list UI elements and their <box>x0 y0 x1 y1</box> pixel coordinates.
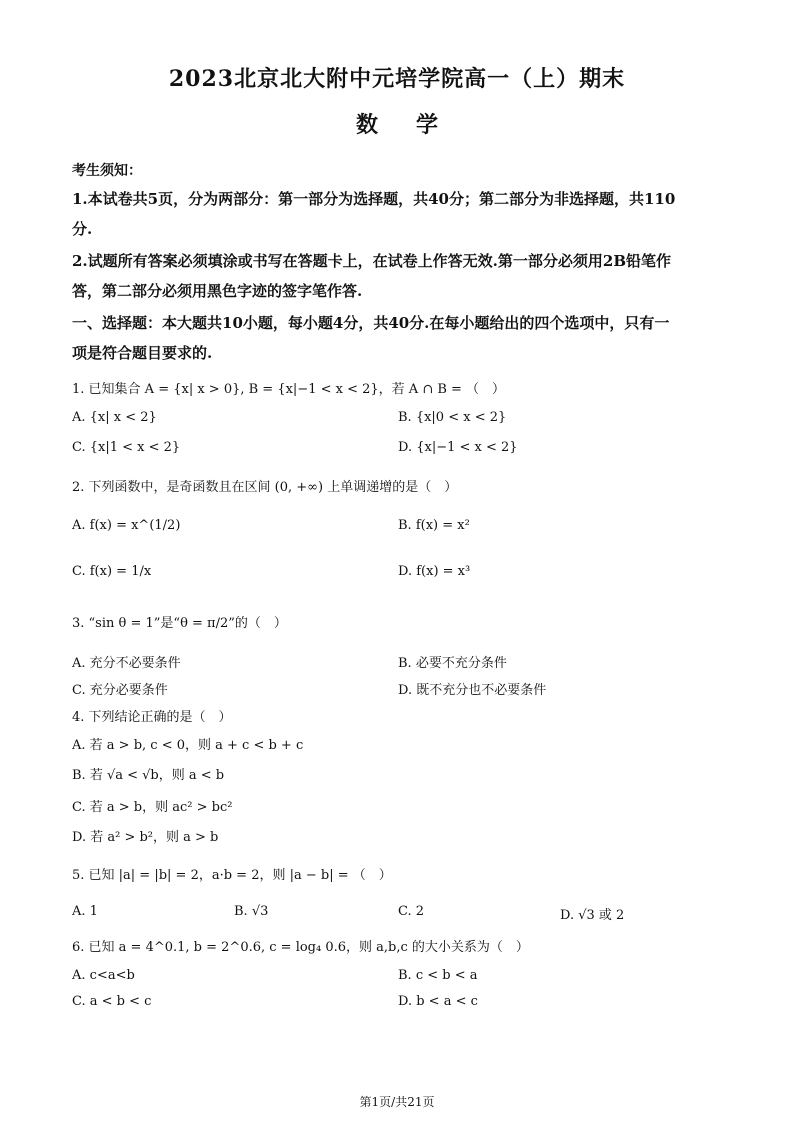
question-6-option-b: B. c < b < a <box>398 968 478 983</box>
question-1-option-d: D. {x|−1 < x < 2} <box>398 440 518 455</box>
question-2-stem: 2. 下列函数中，是奇函数且在区间 (0, +∞) 上单调递增的是（ ） <box>72 480 458 495</box>
question-2-option-b: B. f(x) = x² <box>398 518 470 533</box>
question-1-option-b: B. {x|0 < x < 2} <box>398 410 507 425</box>
question-6-stem: 6. 已知 a = 4^0.1, b = 2^0.6, c = log₄ 0.6，则 a,b,c 的大小关系为（ ） <box>72 940 529 955</box>
question-4-option-d: D. 若 a² > b²，则 a > b <box>72 830 219 845</box>
question-3-option-d: D. 既不充分也不必要条件 <box>398 683 547 698</box>
question-6-option-d: D. b < a < c <box>398 994 478 1009</box>
notice-item-1-cont: 分. <box>72 220 93 238</box>
question-4-option-a: A. 若 a > b, c < 0，则 a + c < b + c <box>72 738 304 753</box>
question-4-stem: 4. 下列结论正确的是（ ） <box>72 710 232 725</box>
question-2-option-d: D. f(x) = x³ <box>398 564 471 579</box>
question-6-option-c: C. a < b < c <box>72 994 152 1009</box>
question-3-option-a: A. 充分不必要条件 <box>72 656 181 671</box>
question-3-option-c: C. 充分必要条件 <box>72 683 168 698</box>
question-5-option-a: A. 1 <box>72 904 98 919</box>
question-1-stem: 1. 已知集合 A = {x| x > 0}, B = {x|−1 < x < 2}，若 A ∩ B = （ ） <box>72 382 506 397</box>
question-4-option-b: B. 若 √a < √b，则 a < b <box>72 768 225 783</box>
question-1-option-a: A. {x| x < 2} <box>72 410 157 425</box>
question-5-option-b: B. √3 <box>234 904 269 919</box>
notice-item-2: 2.试题所有答案必须填涂或书写在答题卡上，在试卷上作答无效.第一部分必须用2B铅笔作 <box>72 252 672 270</box>
section-heading-cont: 项是符合题目要求的. <box>72 344 213 362</box>
question-3-option-b: B. 必要不充分条件 <box>398 656 507 671</box>
question-2-option-c: C. f(x) = 1/x <box>72 564 152 579</box>
page-number: 第1页/共21页 <box>359 1095 435 1109</box>
subject-title: 数学 <box>355 112 476 138</box>
exam-title: 2023北京北大附中元培学院高一（上）期末 <box>168 66 626 92</box>
notice-heading: 考生须知： <box>72 163 142 179</box>
question-1-option-c: C. {x|1 < x < 2} <box>72 440 181 455</box>
notice-item-1: 1.本试卷共5页，分为两部分：第一部分为选择题，共40分；第二部分为非选择题，共110 <box>72 190 676 208</box>
section-heading: 一、选择题：本大题共10小题，每小题4分，共40分.在每小题给出的四个选项中，只有一 <box>72 314 670 332</box>
question-6-option-a: A. c<a<b <box>72 968 135 983</box>
question-2-option-a: A. f(x) = x^(1/2) <box>72 518 181 533</box>
notice-item-2-cont: 答，第二部分必须用黑色字迹的签字笔作答. <box>72 282 363 300</box>
question-5-stem: 5. 已知 |a| = |b| = 2，a·b = 2，则 |a − b| = （ ） <box>72 868 392 883</box>
question-3-stem: 3. “sin θ = 1”是“θ = π/2”的（ ） <box>72 616 287 631</box>
question-4-option-c: C. 若 a > b，则 ac² > bc² <box>72 800 233 815</box>
question-5-option-d: D. √3 或 2 <box>560 908 625 923</box>
question-5-option-c: C. 2 <box>398 904 425 919</box>
